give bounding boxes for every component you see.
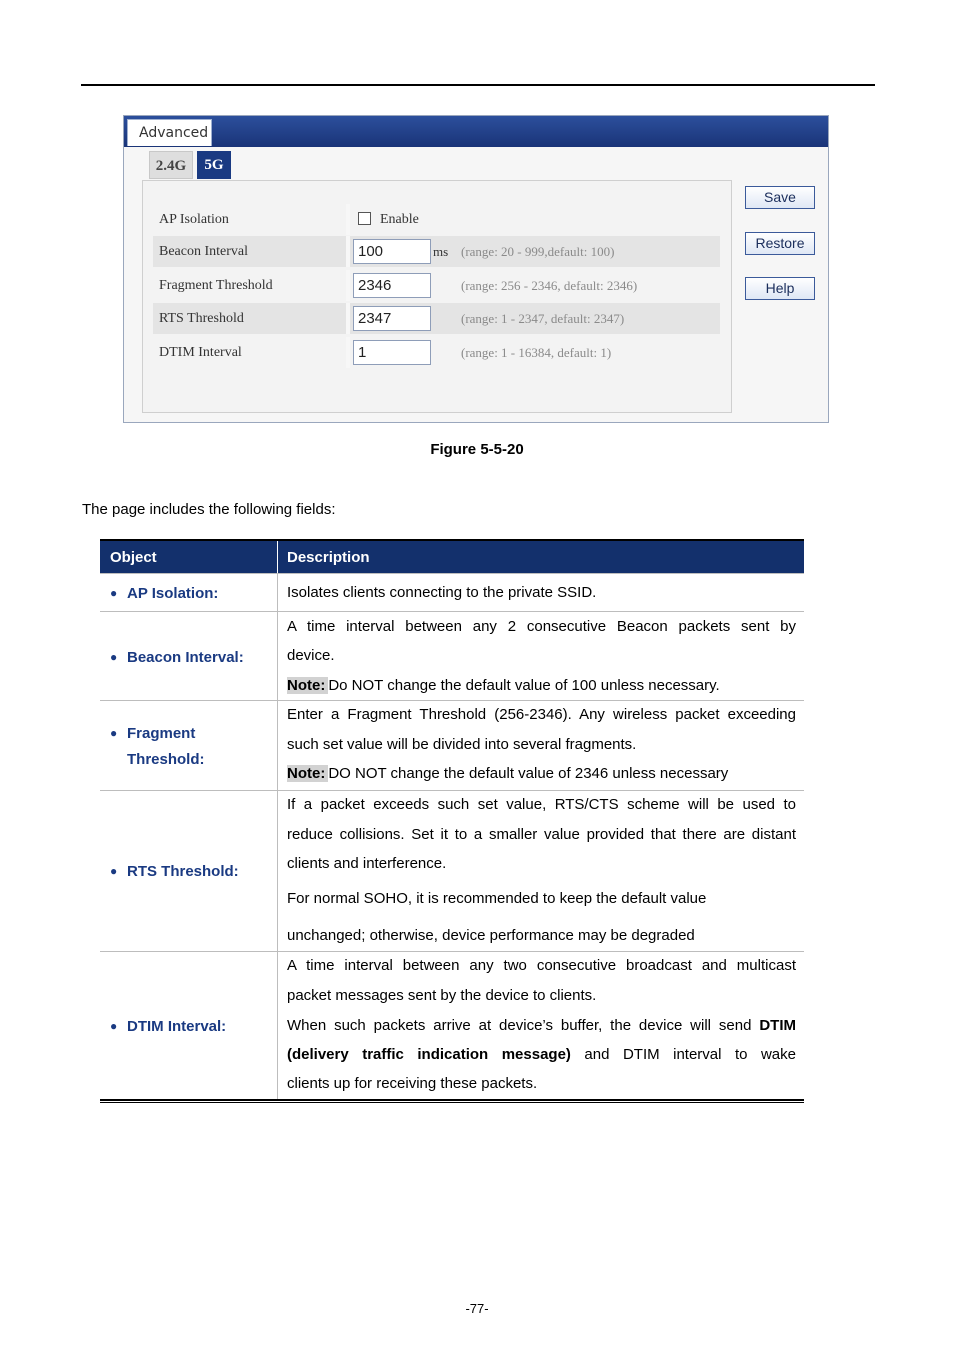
ap-isolation-enable-label: Enable: [380, 212, 419, 227]
description-line: clients up for receiving these packets.: [287, 1075, 538, 1092]
description-line: clients and interference.: [287, 855, 447, 872]
beacon-interval-unit: ms: [433, 244, 449, 259]
bullet-icon: ●: [110, 726, 118, 740]
bullet-icon: ●: [110, 1019, 118, 1033]
figure-caption: Figure 5-5-20: [430, 441, 524, 458]
tab-5g[interactable]: 5G: [197, 151, 231, 179]
description-line: A time interval between any 2 consecutive Beacon packets sent by: [287, 618, 796, 635]
table-row: [100, 700, 804, 790]
object-label: Beacon Interval:: [127, 649, 244, 666]
object-rts-threshold: [110, 858, 239, 885]
table-row: [100, 951, 804, 1100]
dtim-interval-hint: (range: 1 - 16384, default: 1): [461, 345, 612, 360]
description-line: [287, 1016, 796, 1036]
rts-threshold-label: RTS Threshold: [159, 311, 244, 326]
table-row: [100, 573, 804, 611]
ap-isolation-checkbox[interactable]: [358, 212, 371, 225]
tab-2-4g[interactable]: 2.4G: [149, 151, 193, 179]
description-line: unchanged; otherwise, device performance may be degraded: [287, 927, 695, 944]
bullet-icon: ●: [110, 864, 118, 878]
beacon-interval-input[interactable]: 100: [353, 239, 431, 264]
header-rule: [81, 84, 875, 86]
table-bottom-rule: [100, 1099, 804, 1101]
column-divider: [346, 337, 350, 368]
ap-isolation-label: AP Isolation: [159, 212, 229, 227]
object-label: AP Isolation:: [127, 585, 219, 602]
description-line: packet messages sent by the device to clients.: [287, 987, 597, 1004]
screenshot-header-bar: [124, 116, 828, 147]
intro-text: The page includes the following fields:: [82, 501, 336, 518]
object-ap-isolation: [110, 580, 218, 607]
object-label: DTIM Interval:: [127, 1018, 227, 1035]
text-run: and DTIM interval to wake: [584, 1046, 796, 1063]
note-text: Do NOT change the default value of 100 unless necessary.: [328, 677, 720, 694]
column-divider: [346, 303, 350, 334]
column-divider: [346, 204, 350, 235]
band-tabs: [146, 151, 731, 181]
object-cell: [100, 952, 278, 1100]
dtim-interval-input[interactable]: 1: [353, 340, 431, 365]
text-run: When such packets arrive at device’s buffer, the device will send: [287, 1017, 752, 1034]
description-line: A time interval between any two consecutive broadcast and multicast: [287, 957, 796, 974]
description-line: such set value will be divided into several fragments.: [287, 736, 637, 753]
object-cell: [100, 574, 278, 611]
row-ap-isolation: [153, 204, 720, 235]
note-label: Note:: [287, 677, 328, 694]
save-button[interactable]: Save: [745, 186, 815, 209]
description-line: [287, 1045, 796, 1065]
table-header: [100, 539, 804, 573]
fragment-threshold-hint: (range: 256 - 2346, default: 2346): [461, 278, 638, 293]
dtim-interval-label: DTIM Interval: [159, 345, 242, 360]
description-line: Enter a Fragment Threshold (256-2346). Any wireless packet exceeding: [287, 706, 796, 723]
description-line: reduce collisions. Set it to a smaller value provided that there are distant: [287, 826, 796, 843]
row-beacon-interval: [153, 236, 720, 267]
table-row: [100, 611, 804, 700]
note-line: [287, 676, 796, 696]
bullet-icon: ●: [110, 650, 118, 664]
rts-threshold-hint: (range: 1 - 2347, default: 2347): [461, 311, 625, 326]
table-bottom-rule: [100, 1102, 804, 1103]
object-label: Fragment: [127, 725, 196, 742]
object-beacon-interval: [110, 644, 244, 671]
settings-panel: [142, 180, 732, 413]
page-number: -77-: [465, 1301, 489, 1316]
note-text: DO NOT change the default value of 2346 unless necessary: [328, 765, 729, 782]
description-line: If a packet exceeds such set value, RTS/CTS scheme will be used to: [287, 796, 796, 813]
object-cell: [100, 701, 278, 790]
header-divider: [277, 541, 278, 573]
column-divider: [346, 270, 350, 301]
fragment-threshold-label: Fragment Threshold: [159, 278, 273, 293]
restore-button[interactable]: Restore: [745, 232, 815, 255]
object-dtim-interval: [110, 1013, 226, 1040]
text-run-bold: (delivery traffic indication message): [287, 1046, 571, 1063]
object-fragment-threshold: [110, 720, 205, 773]
beacon-interval-label: Beacon Interval: [159, 244, 249, 259]
row-rts-threshold: [153, 303, 720, 334]
column-divider: [346, 236, 350, 267]
object-label: RTS Threshold:: [127, 863, 239, 880]
object-label-cont: Threshold:: [127, 751, 205, 768]
description-line: For normal SOHO, it is recommended to keep the default value: [287, 890, 707, 907]
note-label: Note:: [287, 765, 328, 782]
help-button[interactable]: Help: [745, 277, 815, 300]
row-dtim-interval: [153, 337, 720, 368]
text-run-bold: DTIM: [759, 1017, 797, 1034]
rts-threshold-input[interactable]: 2347: [353, 306, 431, 331]
beacon-interval-hint: (range: 20 - 999,default: 100): [461, 244, 615, 259]
header-description: Description: [287, 549, 370, 566]
description-line: Isolates clients connecting to the private SSID.: [287, 584, 597, 601]
bullet-icon: ●: [110, 586, 118, 600]
object-cell: [100, 612, 278, 700]
header-object: Object: [110, 549, 157, 566]
tab-advanced[interactable]: Advanced: [127, 119, 212, 146]
table-row: [100, 790, 804, 951]
advanced-settings-screenshot: [123, 115, 829, 423]
description-line: device.: [287, 647, 335, 664]
fragment-threshold-input[interactable]: 2346: [353, 273, 431, 298]
object-cell: [100, 791, 278, 951]
row-fragment-threshold: [153, 270, 720, 301]
note-line: [287, 764, 796, 784]
